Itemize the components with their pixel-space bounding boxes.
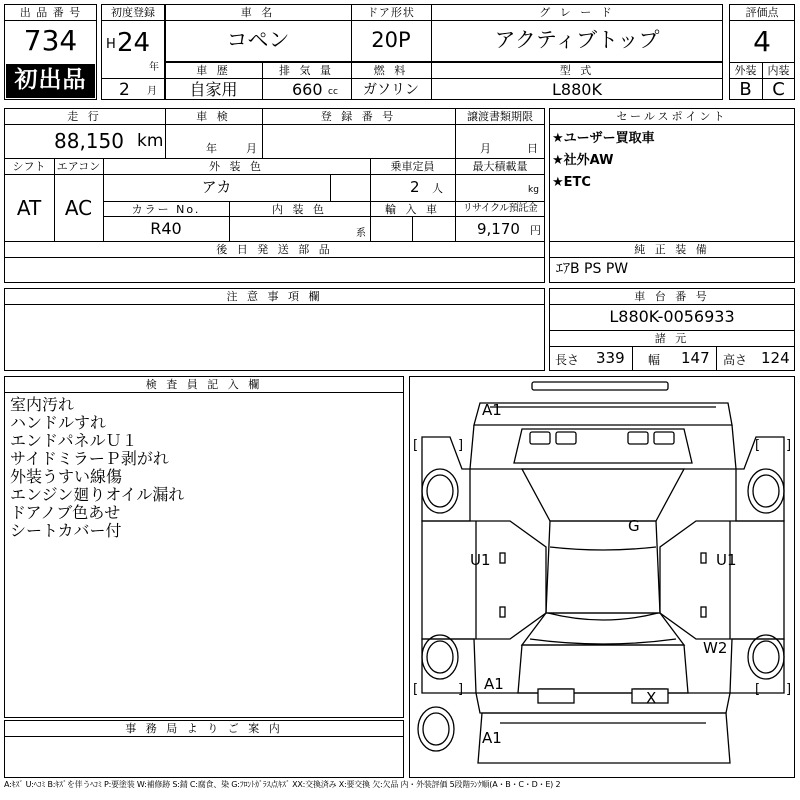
damage-mark: A1	[484, 675, 504, 693]
damage-mark: A1	[482, 401, 502, 419]
recycle-label: リサイクル預託金	[462, 203, 538, 214]
car-name: コペン	[226, 28, 290, 52]
import-label: 輸 入 車	[385, 203, 440, 216]
capacity-label: 乗車定員	[390, 160, 435, 173]
reg-year: 24	[117, 28, 151, 58]
damage-mark: W2	[703, 639, 728, 657]
inspector-note: 室内汚れ	[10, 395, 75, 414]
lot-label: 出 品 番 号	[19, 6, 82, 19]
fuel-value: ガソリン	[363, 82, 419, 98]
interior-color-label: 内 装 色	[272, 203, 327, 216]
inspector-note: 外装うすい線傷	[10, 467, 123, 486]
mileage-label: 走 行	[67, 110, 102, 123]
grade-label: グ レ ー ド	[539, 6, 615, 19]
lot-number: 734	[23, 24, 78, 57]
width-value: 147	[681, 349, 710, 367]
equipment-label: 純 正 装 備	[634, 243, 710, 256]
model-value: L880K	[552, 80, 602, 99]
sales-point-item: ★ユーザー買取車	[552, 131, 655, 146]
exterior-grade: B	[739, 79, 752, 100]
car-name-label: 車 名	[240, 6, 276, 19]
damage-mark: U1	[716, 551, 737, 569]
model-label: 型 式	[559, 64, 595, 77]
load-label: 最大積載量	[472, 160, 528, 173]
displacement-value: 660	[292, 80, 323, 99]
grade-value: アクティブトップ	[494, 28, 660, 52]
interior-label: 内装	[767, 64, 790, 77]
displacement-label: 排 気 量	[279, 64, 334, 77]
chassis-value: L880K-0056933	[609, 307, 735, 326]
sales-point-item: ★社外AW	[552, 153, 614, 168]
score-value: 4	[753, 25, 771, 58]
damage-mark: X	[646, 689, 657, 707]
inspection-label: 車 検	[196, 110, 231, 123]
door-label: ドア形状	[367, 6, 415, 19]
exterior-label: 外装	[734, 64, 757, 77]
chassis-label: 車 台 番 号	[634, 290, 710, 303]
exterior-color-label: 外 装 色	[209, 160, 264, 173]
ac-value: AC	[64, 196, 93, 220]
inspector-note: エンドパネルＵ１	[10, 431, 138, 450]
mileage-value: 88,150	[54, 129, 124, 153]
transfer-label: 譲渡書類期限	[467, 110, 533, 123]
inspector-note: エンジン廻りオイル漏れ	[10, 485, 185, 504]
sales-points-label: セールスポイント	[616, 110, 728, 123]
history-value: 自家用	[189, 80, 238, 99]
interior-grade: C	[772, 79, 785, 100]
width-label: 幅	[648, 353, 661, 367]
reg-era: H	[106, 37, 116, 52]
inspector-note: サイドミラーＰ剥がれ	[10, 449, 169, 468]
plate-label: 登 録 番 号	[320, 110, 397, 123]
length-value: 339	[596, 349, 625, 367]
notes-label: 注 意 事 項 欄	[226, 290, 323, 303]
first-listing-badge: 初出品	[6, 64, 95, 98]
exterior-color-value: アカ	[201, 178, 232, 196]
capacity-value: 2	[410, 178, 420, 196]
reg-label: 初度登録	[111, 6, 155, 19]
score-label: 評価点	[745, 6, 779, 19]
reg-month: 2	[119, 80, 130, 100]
fuel-label: 燃 料	[373, 64, 409, 77]
later-parts-label: 後 日 発 送 部 品	[216, 243, 333, 256]
damage-mark: G	[628, 517, 640, 535]
history-label: 車 歴	[196, 64, 231, 77]
shift-value: AT	[16, 196, 42, 220]
damage-mark: A1	[482, 729, 502, 747]
damage-mark: U1	[470, 551, 491, 569]
height-value: 124	[761, 349, 790, 367]
inspector-label: 検 査 員 記 入 欄	[145, 378, 263, 391]
car-outline-icon	[410, 377, 796, 779]
recycle-value: 9,170	[477, 220, 520, 238]
office-label: 事 務 局 よ り ご 案 内	[125, 722, 283, 735]
inspector-note: シートカバー付	[10, 521, 122, 540]
inspector-note: ハンドルすれ	[10, 413, 107, 432]
ac-label: エアコン	[56, 160, 101, 173]
inspector-note: ドアノブ色あせ	[10, 503, 121, 522]
specs-label: 諸 元	[654, 332, 690, 345]
door-value: 20P	[371, 28, 411, 52]
legend-text: A:ｷｽﾞ U:ﾍｺﾐ B:ｷｽﾞを伴うﾍｺﾐ P:要塗装 W:補修跡 S:錆 C:腐食、染 G:ﾌﾛﾝﾄｶﾞﾗｽ点ｷｽﾞ XX:交換済み X:要交換 欠:欠品 内・外装評価 5段階ﾗﾝｸ順(A・B・C・D・E) 2	[4, 780, 561, 789]
shift-label: シフト	[12, 160, 46, 173]
height-label: 高さ	[723, 353, 748, 367]
car-diagram: [ ] [ ] [ ] [ ] A1 U1 U1 G W2 A1 X A1	[409, 376, 795, 778]
length-label: 長さ	[555, 353, 580, 367]
sales-point-item: ★ETC	[552, 175, 591, 190]
color-no-label: カラー No.	[131, 203, 201, 216]
equipment-value: ｴｱB PS PW	[556, 261, 629, 277]
color-no-value: R40	[150, 219, 182, 238]
